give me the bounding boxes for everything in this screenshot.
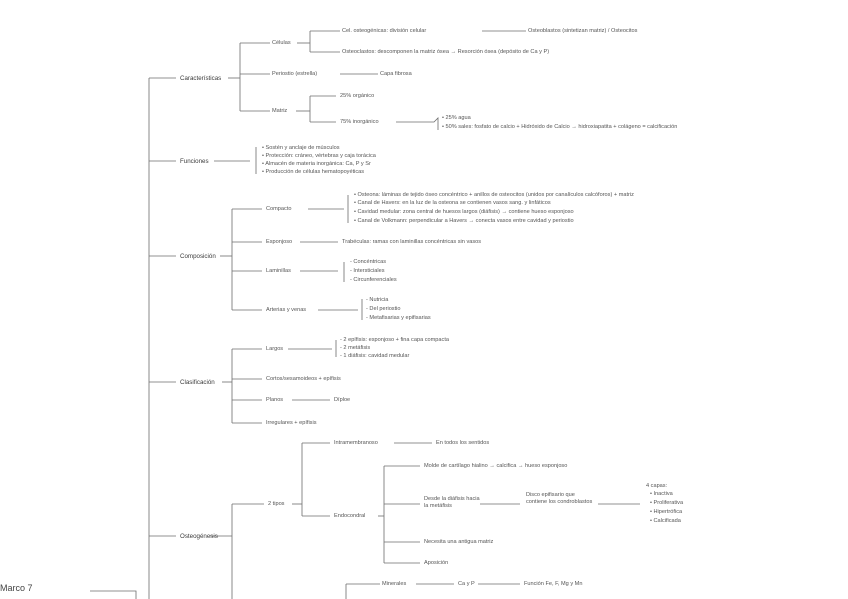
node-matriz: Matriz <box>272 108 288 114</box>
node-cel-osteogenicas: Cel. osteogénicas: división celular <box>342 28 427 34</box>
funcion-item: • Almacén de materia inorgánica: Ca, P y Sr <box>262 161 371 167</box>
compacto-item: • Osteona: láminas de tejido óseo concéntrico + anillos de osteocitos (unidos por canalículos calcóforos) + matriz <box>354 192 634 198</box>
node-cuatro-capas: 4 capas: <box>646 483 668 489</box>
node-composicion: Composición <box>180 253 216 260</box>
arteria-item: - Del periostio <box>366 306 401 312</box>
node-desde-diafisis: Desde la diáfisis hacia la metáfisis <box>424 496 480 509</box>
node-dos-tipos: 2 tipos <box>268 501 285 507</box>
node-celulas: Células <box>272 40 291 46</box>
laminilla-item: - Intersticiales <box>350 268 385 274</box>
laminilla-item: - Circunferenciales <box>350 277 397 283</box>
arteria-item: - Metafisarias y epifisarias <box>366 315 431 321</box>
node-caracteristicas: Características <box>180 75 222 82</box>
node-funciones: Funciones <box>180 158 209 165</box>
node-irregulares: Irregulares + epífisis <box>266 420 317 426</box>
node-ca-p: Ca y P <box>458 581 475 587</box>
margin-connector <box>90 591 136 599</box>
largos-item: - 2 metáfisis <box>340 345 371 351</box>
node-minerales: Minerales <box>382 581 407 587</box>
margin-label: Marco 7 <box>0 583 33 593</box>
node-osteoblastos: Osteoblastos (sintetizan matriz) / Osteocitos <box>528 28 638 34</box>
compacto-item: • Canal de Havers: en la luz de la osteona se contienen vasos sang. y linfáticos <box>354 200 551 206</box>
node-clasificacion: Clasificación <box>180 379 215 386</box>
funcion-item: • Sostén y anclaje de músculos <box>262 145 340 151</box>
node-laminillas: Laminillas <box>266 268 291 274</box>
node-trabeculas: Trabéculas: ramas con laminillas concéntricas sin vasos <box>342 239 482 245</box>
arteria-item: - Nutricia <box>366 297 389 303</box>
node-necesita: Necesita una antigua matriz <box>424 539 494 545</box>
node-intramembranoso: Intramembranoso <box>334 440 378 446</box>
laminilla-item: - Concéntricas <box>350 259 387 265</box>
compacto-item: • Canal de Volkmann: perpendicular a Havers → conecta vasos entre cavidad y periostio <box>354 218 574 224</box>
node-molde: Molde de cartílago hialino → calcifica → hueso esponjoso <box>424 463 568 469</box>
node-organico: 25% orgánico <box>340 93 375 99</box>
largos-item: - 1 diáfisis: cavidad medular <box>340 353 410 359</box>
capa-item: • Calcificada <box>650 518 681 524</box>
capa-item: • Proliferativa <box>650 500 684 506</box>
node-diploe: Díploe <box>334 397 351 403</box>
node-periostio: Periostio (estrella) <box>272 71 318 77</box>
compacto-item: • Cavidad medular: zona central de huesos largos (diáfisis) → contiene hueso esponjoso <box>354 209 574 215</box>
node-sales: • 50% sales: fosfato de calcio + Hidróxido de Calcio → hidroxiapatita + colágeno = calcificación <box>442 124 678 130</box>
capa-item: • Inactiva <box>650 491 673 497</box>
node-endocondral: Endocondral <box>334 513 366 519</box>
node-largos: Largos <box>266 346 284 352</box>
node-osteoclastos: Osteoclastos: descomponen la matriz ósea → Resorción ósea (depósito de Ca y P) <box>342 49 550 55</box>
funcion-item: • Protección: cráneo, vértebras y caja torácica <box>262 153 376 159</box>
node-compacto: Compacto <box>266 206 292 212</box>
inorg-bracket <box>396 118 438 130</box>
node-osteogenesis: Osteogénesis <box>180 533 218 540</box>
node-planos: Planos <box>266 397 284 403</box>
node-arterias: Arterias y venas <box>266 307 307 313</box>
capa-item: • Hipertrófica <box>650 509 683 515</box>
node-inorganico: 75% inorgánico <box>340 119 379 125</box>
node-agua: • 25% agua <box>442 115 471 121</box>
node-capa-fibrosa: Capa fibrosa <box>380 71 412 77</box>
largos-item: - 2 epífisis: esponjoso + fina capa compacta <box>340 337 449 343</box>
node-cortos: Cortos/sesamoideos + epífisis <box>266 376 341 382</box>
funcion-item: • Producción de células hematopoyéticas <box>262 169 365 175</box>
node-funcion: Función Fe, F, Mg y Mn <box>524 581 583 587</box>
node-todos-sentidos: En todos los sentidos <box>436 440 490 446</box>
node-esponjoso: Esponjoso <box>266 239 293 245</box>
node-disco: Disco epifisario que contiene los condroblastos <box>526 492 593 505</box>
node-aposicion: Aposición <box>424 560 449 566</box>
